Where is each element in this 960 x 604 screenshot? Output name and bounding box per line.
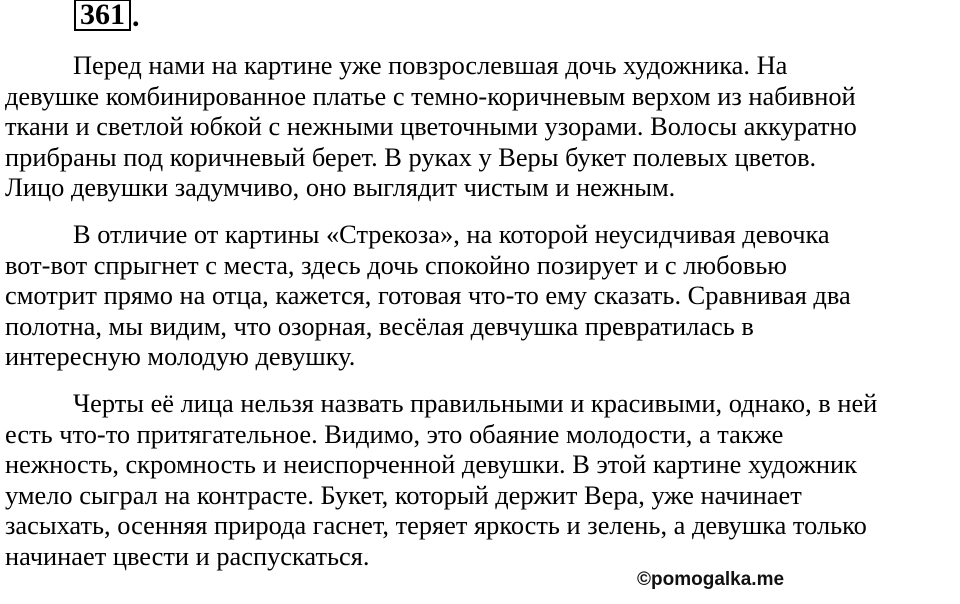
text-line: есть что-то притягательное. Видимо, это обаяние молодости, а также [5, 418, 784, 449]
text-line: засыхать, осенняя природа гаснет, теряет яркость и зелень, а девушка только [5, 510, 867, 541]
text-line: умело сыграл на контрасте. Букет, который держит Вера, уже начинает [5, 479, 802, 510]
exercise-number-dot: . [132, 0, 140, 33]
text-line: Черты её лица нельзя назвать правильными и красивыми, однако, в ней [73, 387, 878, 418]
text-line: интересную молодую девушку. [5, 341, 356, 372]
paragraph-3 [5, 388, 958, 572]
watermark: ©pomogalka.me [637, 569, 785, 590]
text-line: начинает цвести и распускаться. [5, 540, 370, 571]
text-line: В отличие от картины «Стрекоза», на которой неусидчивая девочка [73, 218, 830, 249]
text-line: Перед нами на картине уже повзрослевшая дочь художника. На [73, 50, 788, 80]
text-line: смотрит прямо на отца, кажется, готовая что-то ему сказать. Сравнивая два [5, 280, 851, 311]
text-line: девушке комбинированное платье с темно-коричневым верхом из набивной [5, 80, 856, 111]
text-line: ткани и светлой юбкой с нежными цветочными узорами. Волосы аккуратно [5, 111, 857, 142]
exercise-number-box: 361 [74, 0, 131, 31]
text-line: Лицо девушки задумчиво, оно выглядит чистым и нежным. [5, 172, 676, 203]
text-line: нежность, скромность и неиспорченной девушки. В этой картине художник [5, 449, 857, 480]
text-line: прибраны под коричневый берет. В руках у Веры букет полевых цветов. [5, 141, 817, 172]
text-body [5, 50, 958, 572]
text-line: полотна, мы видим, что озорная, весёлая девчушка превратилась в [5, 310, 754, 341]
paragraph-2 [5, 219, 958, 372]
exercise-number [74, 0, 140, 33]
paragraph-1 [5, 50, 958, 203]
text-line: вот-вот спрыгнет с места, здесь дочь спокойно позирует и с любовью [5, 249, 787, 280]
